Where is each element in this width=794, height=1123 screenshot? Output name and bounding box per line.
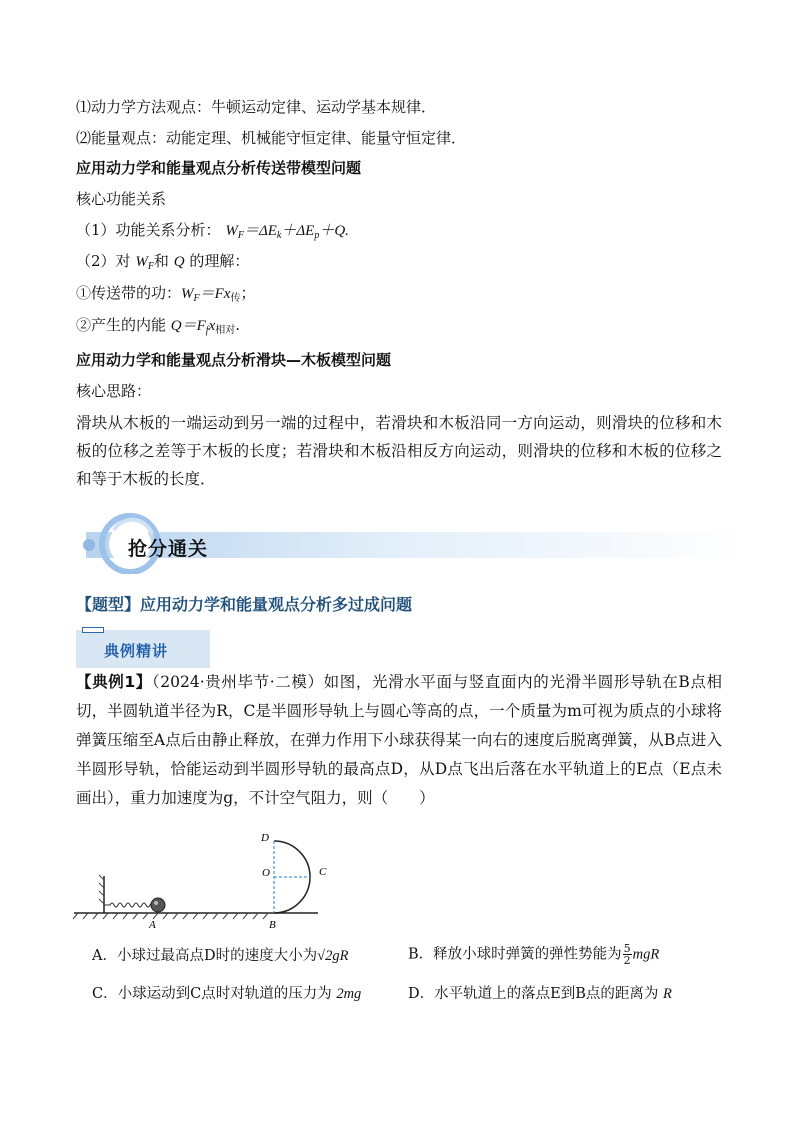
- tab-decoration: [82, 627, 104, 633]
- slider-heading: 应用动力学和能量观点分析滑块—木板模型问题: [76, 351, 392, 369]
- example-text: （2024·贵州毕节·二模）如图，光滑水平面与竖直面内的光滑半圆形导轨在B点相切，半圆轨道半径为R，C是半圆形导轨上与圆心等高的点，一个质量为m可视为质点的小球将弹簧压缩至A点后由静止释放，在弹力作用下小球获得某一向右的速度后脱离弹簧，从B点进入半圆形导轨，恰能运动到半圆形导轨的最高点D，从D点飞出后落在水平轨道上的E点（E点未画出），重力加速度为g，不计空气阻力，则（ ）: [76, 673, 722, 807]
- slider-paragraph: 滑块从木板的一端运动到另一端的过程中，若滑块和木板沿同一方向运动，则滑块的位移和木板的位移之差等于木板的长度；若滑块和木板沿相反方向运动，则滑块的位移和木板的位移之和等于木板的长度．: [76, 414, 722, 488]
- track-figure: [70, 824, 350, 936]
- tab-label: 典例精讲: [104, 642, 169, 660]
- conveyor-item-4: ②产生的内能 $Q=F_fx_{相对}$.: [76, 316, 241, 336]
- intro-line-1: ⑴动力学方法观点：牛顿运动定律、运动学基本规律．: [76, 98, 437, 116]
- conveyor-item-1: （1）功能关系分析： $W_F=\Delta E_k+\Delta E_p+Q$.: [76, 221, 349, 241]
- label-d: D: [261, 832, 269, 844]
- intro-line-2: ⑵能量观点：动能定理、机械能守恒定律、能量守恒定律．: [76, 129, 467, 147]
- slider-subheading: 核心思路：: [76, 382, 152, 400]
- conveyor-heading: 应用动力学和能量观点分析传送带模型问题: [76, 159, 362, 177]
- conveyor-subheading: 核心功能关系: [76, 190, 167, 208]
- conveyor-item-3: ①传送带的功：$W_F=Fx_传$；: [76, 284, 256, 304]
- section-title: 【题型】应用动力学和能量观点分析多过成问题: [76, 595, 413, 614]
- example-tag: 【典例1】: [76, 673, 152, 691]
- option-a: A．小球过最高点D时的速度大小为√2gR: [92, 948, 349, 964]
- label-a: A: [149, 919, 156, 931]
- example-question: [76, 668, 722, 813]
- option-d: D．水平轨道上的落点E到B点的距离为 R: [408, 986, 672, 1002]
- label-o: O: [262, 867, 270, 879]
- label-c: C: [319, 866, 327, 878]
- label-b: B: [269, 919, 276, 931]
- option-c: C．小球运动到C点时对轨道的压力为 2mg: [92, 986, 362, 1002]
- banner-title: 抢分通关: [128, 538, 209, 560]
- option-b: B．释放小球时弹簧的弹性势能为 $\frac{5}{2}$ mgR: [408, 942, 660, 967]
- conveyor-item-2: （2）对 $W_F$和 Q 的理解：: [76, 252, 250, 272]
